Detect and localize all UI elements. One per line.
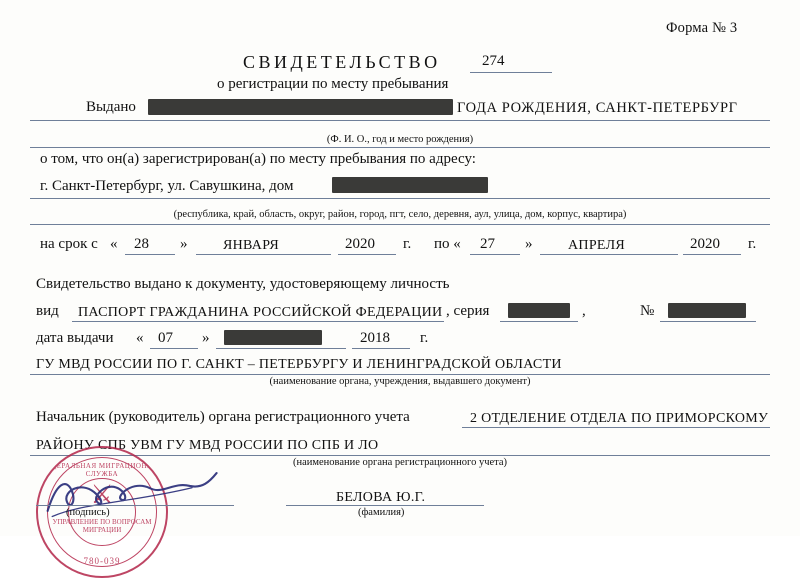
caption-authority-wrap xyxy=(0,376,800,387)
chief-org-line2: РАЙОНУ СПБ УВМ ГУ МВД РОССИИ ПО СПБ И ЛО xyxy=(36,438,379,453)
redacted-number xyxy=(668,303,746,318)
certificate-number: 274 xyxy=(482,53,505,69)
page-title: СВИДЕТЕЛЬСТВО xyxy=(243,52,441,72)
term-month-to: АПРЕЛЯ xyxy=(568,238,626,253)
identity-type-label: вид xyxy=(36,303,59,319)
caption-address: (республика, край, область, округ, район, город, пгт, село, деревня, аул, улица, дом, корпус, квартира) xyxy=(173,209,627,220)
chief-label: Начальник (руководитель) органа регистрационного учета xyxy=(36,409,410,425)
certificate-number-rule xyxy=(470,72,552,73)
address-value: г. Санкт-Петербург, ул. Савушкина, дом xyxy=(40,178,294,194)
term-quote-close: » xyxy=(180,236,188,252)
identity-number-label: № xyxy=(640,303,655,319)
term-month-from: ЯНВАРЯ xyxy=(223,238,280,253)
identity-date-label: дата выдачи xyxy=(36,330,114,346)
term-quote-close2: » xyxy=(525,236,533,252)
term-prefix: на срок с xyxy=(40,236,98,252)
term-po: по « xyxy=(434,236,461,252)
identity-number-rule xyxy=(660,321,756,322)
registered-line: о том, что он(а) зарегистрирован(а) по месту пребывания по адресу: xyxy=(40,151,476,167)
issued-to-suffix: ГОДА РОЖДЕНИЯ, САНКТ-ПЕТЕРБУРГ xyxy=(457,100,738,116)
identity-date-quote-close: » xyxy=(202,330,210,346)
term-day-to-rule xyxy=(470,254,520,255)
address-rule xyxy=(30,198,770,199)
caption-surname: (фамилия) xyxy=(358,507,405,518)
caption-address-wrap xyxy=(0,209,800,220)
term-g-to: г. xyxy=(748,236,757,252)
identity-date-month-rule xyxy=(216,348,346,349)
identity-date-day-rule xyxy=(150,348,198,349)
identity-date-quote-open: « xyxy=(136,330,144,346)
identity-authority: ГУ МВД РОССИИ ПО Г. САНКТ – ПЕТЕРБУРГУ И ЛЕНИНГРАДСКОЙ ОБЛАСТИ xyxy=(36,357,562,372)
identity-date-g: г. xyxy=(420,330,429,346)
identity-type-rule xyxy=(72,321,444,322)
identity-type-value: ПАСПОРТ ГРАЖДАНИНА РОССИЙСКОЙ ФЕДЕРАЦИИ xyxy=(78,305,443,320)
identity-series-label: , серия xyxy=(446,303,490,319)
identity-series-rule xyxy=(500,321,578,322)
surname-rule xyxy=(286,505,484,506)
term-year-from-rule xyxy=(338,254,396,255)
identity-date-year-rule xyxy=(352,348,410,349)
term-day-from: 28 xyxy=(134,236,149,252)
address-caption-rule xyxy=(30,224,770,225)
redacted-address xyxy=(332,177,488,193)
term-day-to: 27 xyxy=(480,236,495,252)
redacted-series xyxy=(508,303,570,318)
chief-surname: БЕЛОВА Ю.Г. xyxy=(336,490,426,505)
stamp-arc-top: ФЕДЕРАЛЬНАЯ МИГРАЦИОННАЯ СЛУЖБА xyxy=(40,462,164,478)
coat-of-arms-icon: ⚔ xyxy=(90,480,114,509)
term-year-to-rule xyxy=(683,254,741,255)
identity-date-day: 07 xyxy=(158,330,173,346)
caption-org: (наименование органа регистрационного учета) xyxy=(292,457,508,468)
term-month-to-rule xyxy=(540,254,678,255)
term-quote-open: « xyxy=(110,236,118,252)
stamp-arc-bottom: 780-039 xyxy=(83,556,121,566)
caption-authority: (наименование органа, учреждения, выдавшего документ) xyxy=(269,376,531,387)
caption-fio: (Ф. И. О., год и место рождения) xyxy=(326,134,474,145)
caption-fio-wrap xyxy=(0,134,800,145)
form-number: Форма № 3 xyxy=(666,20,738,36)
term-year-from: 2020 xyxy=(345,236,375,252)
chief-org-line2-rule xyxy=(30,455,770,456)
stamp-middle-text: УПРАВЛЕНИЕ ПО ВОПРОСАМ МИГРАЦИИ xyxy=(52,518,152,534)
term-year-to: 2020 xyxy=(690,236,720,252)
caption-signature: (подпись) xyxy=(66,507,110,518)
signature-rule xyxy=(36,505,234,506)
identity-comma: , xyxy=(582,303,586,319)
chief-org-line1-rule xyxy=(462,427,770,428)
identity-intro: Свидетельство выдано к документу, удостоверяющему личность xyxy=(36,276,450,292)
redacted-issue-month xyxy=(224,330,322,345)
issued-to-rule xyxy=(30,120,770,121)
term-g-from: г. xyxy=(403,236,412,252)
term-day-from-rule xyxy=(125,254,175,255)
page-subtitle: о регистрации по месту пребывания xyxy=(217,76,449,92)
chief-org-line1: 2 ОТДЕЛЕНИЕ ОТДЕЛА ПО ПРИМОРСКОМУ xyxy=(470,411,769,426)
fio-rule xyxy=(30,147,770,148)
term-month-from-rule xyxy=(196,254,331,255)
redacted-name xyxy=(148,99,453,115)
identity-authority-rule xyxy=(30,374,770,375)
issued-to-label: Выдано xyxy=(86,99,136,115)
identity-date-year: 2018 xyxy=(360,330,390,346)
